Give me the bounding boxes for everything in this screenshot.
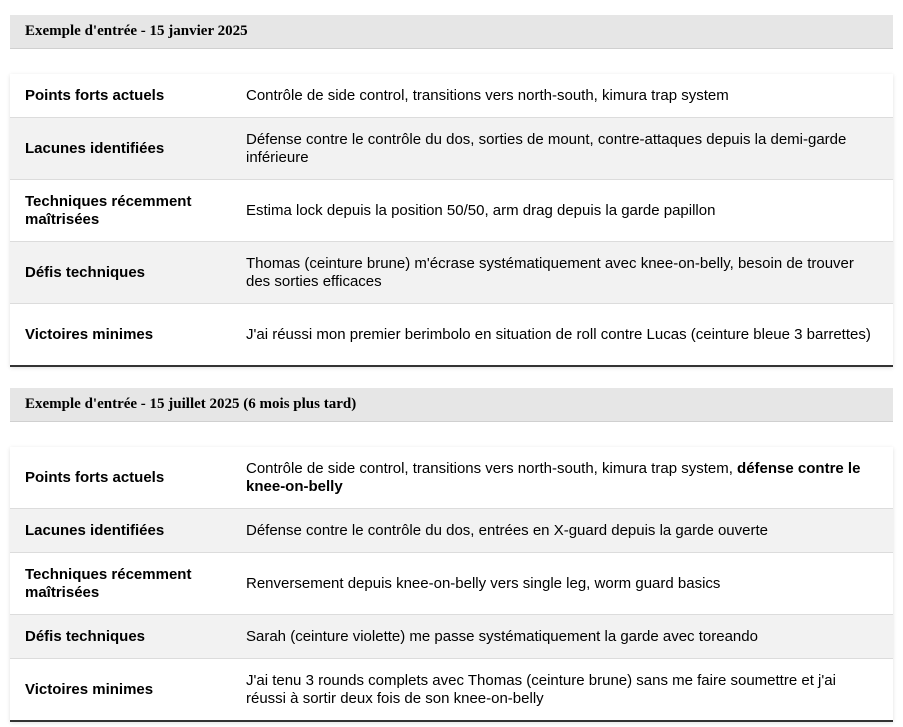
row-value: J'ai tenu 3 rounds complets avec Thomas (ceinture brune) sans me faire soumettre et j'ai réussi à sortir deux fois de son knee-on-belly — [231, 659, 893, 722]
entry-1-table — [10, 74, 893, 367]
row-value: Thomas (ceinture brune) m'écrase systématiquement avec knee-on-belly, besoin de trouver des sorties efficaces — [231, 242, 893, 304]
row-label: Défis techniques — [10, 242, 231, 304]
row-value — [231, 447, 893, 509]
table-row — [10, 118, 893, 180]
row-value: Renversement depuis knee-on-belly vers single leg, worm guard basics — [231, 553, 893, 615]
row-label: Points forts actuels — [10, 74, 231, 118]
table-row — [10, 74, 893, 118]
row-value: Défense contre le contrôle du dos, sorties de mount, contre-attaques depuis la demi-garde inférieure — [231, 118, 893, 180]
table-row — [10, 553, 893, 615]
row-label: Lacunes identifiées — [10, 118, 231, 180]
row-value: Contrôle de side control, transitions vers north-south, kimura trap system — [231, 74, 893, 118]
row-value: Sarah (ceinture violette) me passe systématiquement la garde avec toreando — [231, 615, 893, 659]
row-label: Techniques récemment maîtrisées — [10, 553, 231, 615]
table-row — [10, 509, 893, 553]
table-row — [10, 304, 893, 367]
row-label: Victoires minimes — [10, 304, 231, 367]
row-value: Défense contre le contrôle du dos, entrées en X-guard depuis la garde ouverte — [231, 509, 893, 553]
entry-1-header: Exemple d'entrée - 15 janvier 2025 — [10, 15, 893, 49]
row-label: Techniques récemment maîtrisées — [10, 180, 231, 242]
row-value: Estima lock depuis la position 50/50, arm drag depuis la garde papillon — [231, 180, 893, 242]
row-label: Lacunes identifiées — [10, 509, 231, 553]
row-label: Points forts actuels — [10, 447, 231, 509]
table-row — [10, 242, 893, 304]
row-value-text: Contrôle de side control, transitions vers north-south, kimura trap system, — [246, 459, 738, 477]
row-label: Défis techniques — [10, 615, 231, 659]
row-label: Victoires minimes — [10, 659, 231, 722]
entry-2-header: Exemple d'entrée - 15 juillet 2025 (6 mois plus tard) — [10, 388, 893, 422]
table-row — [10, 180, 893, 242]
table-row — [10, 615, 893, 659]
table-row — [10, 659, 893, 722]
entry-2-table — [10, 447, 893, 722]
row-value-highlight: défense contre le knee-on-belly — [246, 459, 861, 495]
row-value: J'ai réussi mon premier berimbolo en situation de roll contre Lucas (ceinture bleue 3 barrettes) — [231, 304, 893, 367]
table-row — [10, 447, 893, 509]
